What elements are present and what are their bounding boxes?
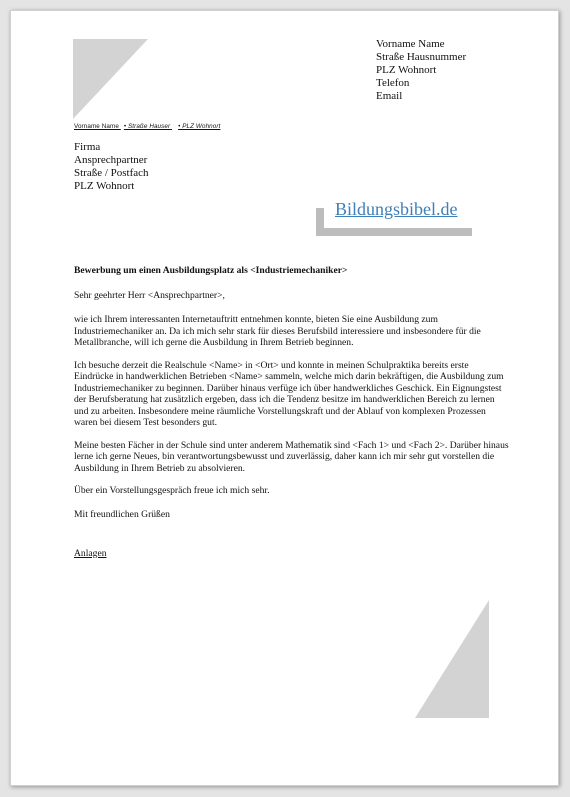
recipient-street: Straße / Postfach [74, 167, 149, 179]
return-line-street: • Straße Hauser [123, 123, 171, 130]
sender-email: Email [376, 90, 403, 102]
sender-city: PLZ Wohnort [376, 64, 437, 76]
sender-phone: Telefon [376, 77, 410, 89]
letter-paragraph: wie ich Ihrem interessanten Internetauftritt entnehmen konnte, bieten Sie eine Ausbildung zum Industriemechaniker an. Da ich mich sehr stark für dieses Berufsbild interessiere und insbesondere für die Metallbranche, will ich gerne die Ausbildung in Ihrem Betrieb beginnen. [74, 314, 481, 348]
return-line-name: Vorname Name [74, 123, 119, 130]
sender-address-block [376, 38, 466, 103]
letter-closing-question: Über ein Vorstellungsgespräch freue ich mich sehr. [74, 485, 270, 496]
logo-link[interactable]: Bildungsbibel.de [335, 199, 458, 219]
letter-page [10, 10, 559, 786]
letter-paragraph: Ich besuche derzeit die Realschule <Name> in <Ort> und konnte in meinen Schulpraktika bereits erste Eindrücke in handwerklichen Betrieben <Name> sammeln, welche mich darin bekräftigen, die Ausbildung zum Industriemechaniker zu beginnen. Darüber hinaus verfüge ich über handwerkliches Geschick. Ein Eignungstest der Berufsberatung hat zusätzlich ergeben, dass ich die Tendenz besitze im handwerklichen Bereich zu lernen und zu arbeiten. Insbesondere meine räumliche Vorstellungskraft und der Ablauf von komplexen Prozessen waren bei diesem Test besonders gut. [74, 359, 504, 428]
sender-street: Straße Hausnummer [376, 51, 467, 63]
decorative-triangle-bottom [415, 600, 489, 718]
recipient-contact: Ansprechpartner [74, 154, 148, 166]
letter-closing: Mit freundlichen Grüßen [74, 508, 170, 520]
decorative-triangle-top [73, 39, 148, 119]
letter-salutation: Sehr geehrter Herr <Ansprechpartner>, [74, 289, 225, 301]
letter-subject: Bewerbung um einen Ausbildungsplatz als <Industriemechaniker> [74, 265, 348, 276]
logo [316, 199, 471, 236]
recipient-address-block [74, 141, 149, 193]
logo-bar-bottom [316, 228, 472, 236]
return-line-city: • PLZ Wohnort [178, 123, 221, 130]
letter-paragraph: Meine besten Fächer in der Schule sind unter anderem Mathematik sind <Fach 1> und <Fach 2>. Darüber hinaus lerne ich gerne Neues, bin verantwortungsbewusst und zuverlässig, daher kann ich mir sehr gut vorstellen die Ausbildung in Ihrem Betrieb zu absolvieren. [74, 439, 509, 474]
recipient-company: Firma [74, 141, 101, 153]
sender-return-line [74, 123, 220, 130]
letter-attachments: Anlagen [74, 548, 107, 559]
recipient-city: PLZ Wohnort [74, 180, 135, 192]
letter-body [74, 265, 510, 560]
sender-name: Vorname Name [376, 38, 445, 50]
